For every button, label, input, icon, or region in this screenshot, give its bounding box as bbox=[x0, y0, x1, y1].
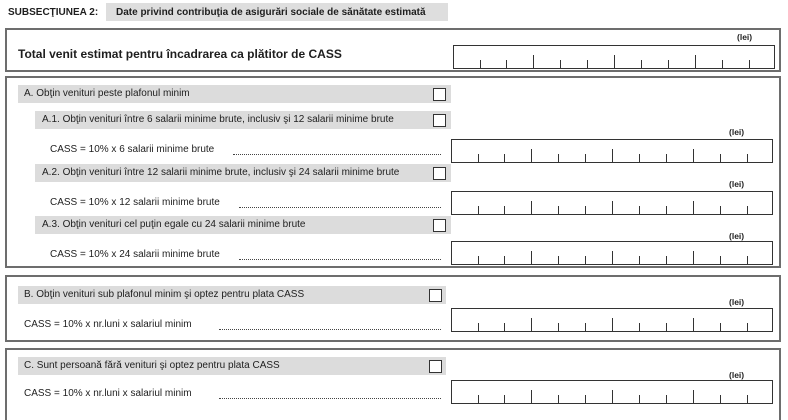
section-b-formula: CASS = 10% x nr.luni x salariul minim bbox=[24, 319, 192, 330]
section-c-label: C. Sunt persoană fără venituri şi optez pentru plata CASS bbox=[24, 360, 280, 371]
section-b-amount-field[interactable] bbox=[451, 308, 773, 332]
section-b-box bbox=[5, 275, 781, 342]
a2-formula: CASS = 10% x 12 salarii minime brute bbox=[50, 197, 220, 208]
section-b-unit-label: (lei) bbox=[729, 297, 745, 307]
section-a-box bbox=[5, 76, 781, 268]
a3-unit-label: (lei) bbox=[729, 231, 745, 241]
section-c-unit-label: (lei) bbox=[729, 370, 745, 380]
a2-checkbox[interactable] bbox=[433, 167, 446, 180]
a1-formula: CASS = 10% x 6 salarii minime brute bbox=[50, 144, 215, 155]
section-c-amount-field[interactable] bbox=[451, 380, 773, 404]
a3-formula: CASS = 10% x 24 salarii minime brute bbox=[50, 249, 220, 260]
a3-label: A.3. Obţin venituri cel puţin egale cu 24 salarii minime brute bbox=[42, 219, 306, 230]
a2-amount-field[interactable] bbox=[451, 191, 773, 215]
a3-checkbox[interactable] bbox=[433, 219, 446, 232]
a3-band bbox=[35, 216, 451, 234]
a1-checkbox[interactable] bbox=[433, 114, 446, 127]
total-box bbox=[5, 28, 781, 72]
section-a-band bbox=[18, 85, 451, 103]
a1-amount-field[interactable] bbox=[451, 139, 773, 163]
a1-label: A.1. Obţin venituri între 6 salarii minime brute, inclusiv şi 12 salarii minime brute bbox=[42, 114, 394, 125]
section-b-label: B. Obţin venituri sub plafonul minim şi optez pentru plata CASS bbox=[24, 289, 305, 300]
a1-dotted-leader bbox=[233, 154, 441, 155]
a2-label: A.2. Obţin venituri între 12 salarii minime brute, inclusiv şi 24 salarii minime brute bbox=[42, 167, 400, 178]
total-amount-field[interactable] bbox=[453, 45, 775, 69]
section-c-formula: CASS = 10% x nr.luni x salariul minim bbox=[24, 388, 192, 399]
a3-amount-field[interactable] bbox=[451, 241, 773, 265]
a2-dotted-leader bbox=[239, 207, 441, 208]
section-c-dotted-leader bbox=[219, 398, 441, 399]
section-b-band bbox=[18, 286, 446, 304]
section-a-label: A. Obţin venituri peste plafonul minim bbox=[24, 88, 190, 99]
section-c-band bbox=[18, 357, 446, 375]
section-b-dotted-leader bbox=[219, 329, 441, 330]
section-c-box bbox=[5, 348, 781, 420]
a3-dotted-leader bbox=[239, 259, 441, 260]
a1-band bbox=[35, 111, 451, 129]
section-code: SUBSECŢIUNEA 2: bbox=[8, 7, 99, 18]
total-label: Total venit estimat pentru încadrarea ca plătitor de CASS bbox=[18, 47, 342, 61]
total-unit-label: (lei) bbox=[737, 32, 753, 42]
section-title-strip bbox=[106, 3, 448, 21]
section-title: Date privind contribuţia de asigurări sociale de sănătate estimată bbox=[116, 7, 426, 18]
a2-unit-label: (lei) bbox=[729, 179, 745, 189]
a1-unit-label: (lei) bbox=[729, 127, 745, 137]
a2-band bbox=[35, 164, 451, 182]
section-c-checkbox[interactable] bbox=[429, 360, 442, 373]
section-b-checkbox[interactable] bbox=[429, 289, 442, 302]
section-a-checkbox[interactable] bbox=[433, 88, 446, 101]
